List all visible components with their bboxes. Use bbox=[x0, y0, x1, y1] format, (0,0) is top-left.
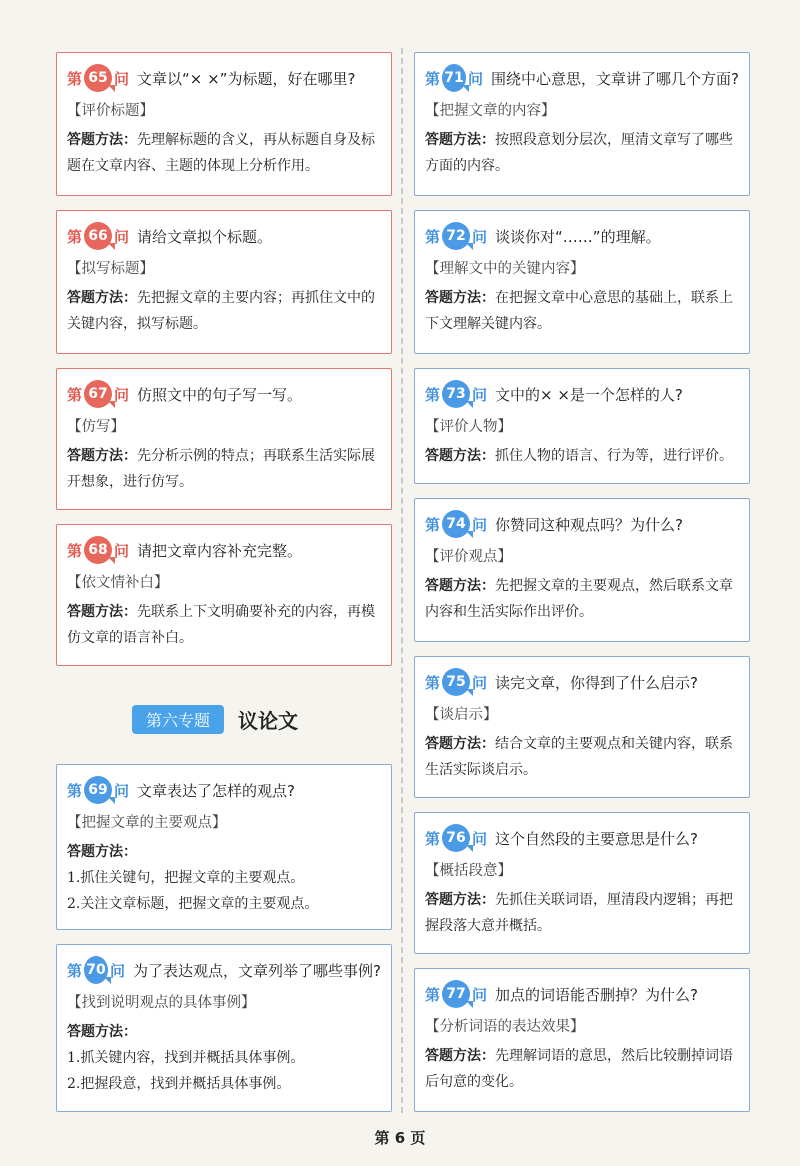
method-label: 答题方法： bbox=[67, 290, 137, 306]
question-prefix: 第 bbox=[67, 961, 83, 980]
answer-method bbox=[425, 1043, 739, 1095]
question-tag: 【依文情补白】 bbox=[67, 575, 169, 591]
question-suffix: 问 bbox=[114, 69, 130, 88]
question-text: 文章表达了怎样的观点? bbox=[137, 781, 295, 800]
method-text: 先联系上下文明确要补充的内容，再模仿文章的语言补白。 bbox=[67, 604, 375, 646]
question-tag: 【评价人物】 bbox=[425, 419, 512, 435]
question-suffix: 问 bbox=[472, 673, 488, 692]
question-header bbox=[425, 379, 739, 409]
question-card-69 bbox=[56, 764, 392, 930]
question-number-badge: 68 bbox=[84, 536, 112, 564]
answer-method bbox=[425, 573, 739, 625]
question-suffix: 问 bbox=[472, 829, 488, 848]
answer-method bbox=[67, 1019, 381, 1097]
question-text: 文章以“× ×”为标题，好在哪里? bbox=[137, 69, 356, 88]
question-number-badge: 70 bbox=[84, 956, 108, 984]
method-label: 答题方法： bbox=[425, 892, 495, 908]
question-text: 请给文章拟个标题。 bbox=[137, 227, 273, 246]
question-card-73 bbox=[414, 368, 750, 484]
question-card-67 bbox=[56, 368, 392, 510]
question-card-65 bbox=[56, 52, 392, 196]
method-text: 先抓住关联词语，厘清段内逻辑；再把握段落大意并概括。 bbox=[425, 892, 733, 934]
question-suffix: 问 bbox=[114, 227, 130, 246]
question-header bbox=[67, 775, 381, 805]
question-text: 读完文章，你得到了什么启示? bbox=[495, 673, 698, 692]
method-text: 先理解词语的意思，然后比较删掉词语后句意的变化。 bbox=[425, 1048, 733, 1090]
question-tag: 【概括段意】 bbox=[425, 863, 512, 879]
question-text: 加点的词语能否删掉？为什么? bbox=[495, 985, 698, 1004]
question-prefix: 第 bbox=[67, 69, 83, 88]
method-line: 1.抓住关键句，把握文章的主要观点。 bbox=[67, 870, 305, 886]
question-card-74 bbox=[414, 498, 750, 642]
answer-method bbox=[67, 127, 381, 179]
method-label: 答题方法： bbox=[67, 448, 137, 464]
question-tag: 【评价标题】 bbox=[67, 103, 154, 119]
question-tag: 【理解文中的关键内容】 bbox=[425, 261, 585, 277]
question-header bbox=[425, 63, 739, 93]
method-line: 1.抓关键内容，找到并概括具体事例。 bbox=[67, 1050, 305, 1066]
method-label: 答题方法： bbox=[67, 844, 137, 860]
method-line: 2.关注文章标题，把握文章的主要观点。 bbox=[67, 896, 319, 912]
question-prefix: 第 bbox=[425, 829, 441, 848]
question-tag: 【拟写标题】 bbox=[67, 261, 154, 277]
question-text: 请把文章内容补充完整。 bbox=[137, 541, 303, 560]
question-prefix: 第 bbox=[425, 227, 441, 246]
question-header bbox=[67, 63, 381, 93]
question-tag: 【评价观点】 bbox=[425, 549, 512, 565]
question-tag: 【把握文章的内容】 bbox=[425, 103, 556, 119]
question-tag: 【仿写】 bbox=[67, 419, 125, 435]
question-prefix: 第 bbox=[425, 673, 441, 692]
answer-method bbox=[425, 443, 739, 469]
question-number-badge: 66 bbox=[84, 222, 112, 250]
method-text: 先把握文章的主要观点，然后联系文章内容和生活实际作出评价。 bbox=[425, 578, 733, 620]
question-number-badge: 74 bbox=[442, 510, 470, 538]
question-prefix: 第 bbox=[425, 515, 441, 534]
answer-method bbox=[425, 285, 739, 337]
question-card-77 bbox=[414, 968, 750, 1112]
question-number-badge: 76 bbox=[442, 824, 470, 852]
question-text: 仿照文中的句子写一写。 bbox=[137, 385, 303, 404]
question-header bbox=[425, 221, 739, 251]
section-header bbox=[132, 704, 298, 734]
question-tag: 【把握文章的主要观点】 bbox=[67, 815, 227, 831]
question-header bbox=[67, 379, 381, 409]
method-text: 先分析示例的特点；再联系生活实际展开想象，进行仿写。 bbox=[67, 448, 375, 490]
answer-method bbox=[67, 599, 381, 651]
question-header bbox=[425, 823, 739, 853]
question-prefix: 第 bbox=[425, 385, 441, 404]
question-text: 这个自然段的主要意思是什么? bbox=[495, 829, 698, 848]
section-title: 议论文 bbox=[238, 708, 299, 733]
method-label: 答题方法： bbox=[67, 604, 137, 620]
question-text: 围绕中心意思，文章讲了哪几个方面? bbox=[491, 69, 739, 88]
question-suffix: 问 bbox=[472, 985, 488, 1004]
question-suffix: 问 bbox=[468, 69, 484, 88]
question-suffix: 问 bbox=[110, 961, 126, 980]
answer-method bbox=[425, 127, 739, 179]
question-card-76 bbox=[414, 812, 750, 954]
question-number-badge: 75 bbox=[442, 668, 470, 696]
answer-method bbox=[425, 887, 739, 939]
question-header bbox=[67, 221, 381, 251]
method-line: 2.把握段意，找到并概括具体事例。 bbox=[67, 1076, 291, 1092]
answer-method bbox=[67, 839, 381, 917]
question-header bbox=[67, 955, 381, 985]
method-label: 答题方法： bbox=[67, 1024, 137, 1040]
method-text: 按照段意划分层次，厘清文章写了哪些方面的内容。 bbox=[425, 132, 733, 174]
method-text: 先理解标题的含义，再从标题自身及标题在文章内容、主题的体现上分析作用。 bbox=[67, 132, 375, 174]
question-prefix: 第 bbox=[67, 541, 83, 560]
question-card-68 bbox=[56, 524, 392, 666]
question-text: 文中的× ×是一个怎样的人? bbox=[495, 385, 683, 404]
question-card-66 bbox=[56, 210, 392, 354]
question-number-badge: 73 bbox=[442, 380, 470, 408]
method-text: 在把握文章中心意思的基础上，联系上下文理解关键内容。 bbox=[425, 290, 733, 332]
method-label: 答题方法： bbox=[425, 736, 495, 752]
question-header bbox=[425, 979, 739, 1009]
column-divider bbox=[401, 48, 403, 1113]
method-label: 答题方法： bbox=[425, 448, 495, 464]
question-suffix: 问 bbox=[472, 227, 488, 246]
question-text: 谈谈你对“……”的理解。 bbox=[495, 227, 661, 246]
answer-method bbox=[67, 443, 381, 495]
question-number-badge: 72 bbox=[442, 222, 470, 250]
method-label: 答题方法： bbox=[425, 1048, 495, 1064]
method-text: 抓住人物的语言、行为等，进行评价。 bbox=[495, 448, 733, 464]
question-prefix: 第 bbox=[425, 69, 441, 88]
method-text: 结合文章的主要观点和关键内容，联系生活实际谈启示。 bbox=[425, 736, 733, 778]
question-suffix: 问 bbox=[472, 515, 488, 534]
question-number-badge: 71 bbox=[442, 64, 466, 92]
question-text: 为了表达观点，文章列举了哪些事例? bbox=[133, 961, 381, 980]
question-prefix: 第 bbox=[425, 985, 441, 1004]
method-label: 答题方法： bbox=[425, 290, 495, 306]
question-card-70 bbox=[56, 944, 392, 1112]
question-card-71 bbox=[414, 52, 750, 196]
question-prefix: 第 bbox=[67, 227, 83, 246]
answer-method bbox=[67, 285, 381, 337]
question-card-72 bbox=[414, 210, 750, 354]
page-number: 第 6 页 bbox=[374, 1129, 426, 1147]
question-prefix: 第 bbox=[67, 781, 83, 800]
question-number-badge: 69 bbox=[84, 776, 112, 804]
question-header bbox=[67, 535, 381, 565]
section-badge: 第六专题 bbox=[132, 705, 224, 734]
question-tag: 【找到说明观点的具体事例】 bbox=[67, 995, 256, 1011]
method-label: 答题方法： bbox=[425, 578, 495, 594]
question-prefix: 第 bbox=[67, 385, 83, 404]
question-text: 你赞同这种观点吗？为什么? bbox=[495, 515, 683, 534]
question-card-75 bbox=[414, 656, 750, 798]
question-header bbox=[425, 667, 739, 697]
question-number-badge: 67 bbox=[84, 380, 112, 408]
question-suffix: 问 bbox=[114, 781, 130, 800]
question-header bbox=[425, 509, 739, 539]
question-suffix: 问 bbox=[472, 385, 488, 404]
question-suffix: 问 bbox=[114, 385, 130, 404]
answer-method bbox=[425, 731, 739, 783]
question-number-badge: 77 bbox=[442, 980, 470, 1008]
question-number-badge: 65 bbox=[84, 64, 112, 92]
method-label: 答题方法： bbox=[67, 132, 137, 148]
method-label: 答题方法： bbox=[425, 132, 495, 148]
question-tag: 【分析词语的表达效果】 bbox=[425, 1019, 585, 1035]
method-text: 先把握文章的主要内容；再抓住文中的关键内容，拟写标题。 bbox=[67, 290, 375, 332]
question-suffix: 问 bbox=[114, 541, 130, 560]
question-tag: 【谈启示】 bbox=[425, 707, 498, 723]
